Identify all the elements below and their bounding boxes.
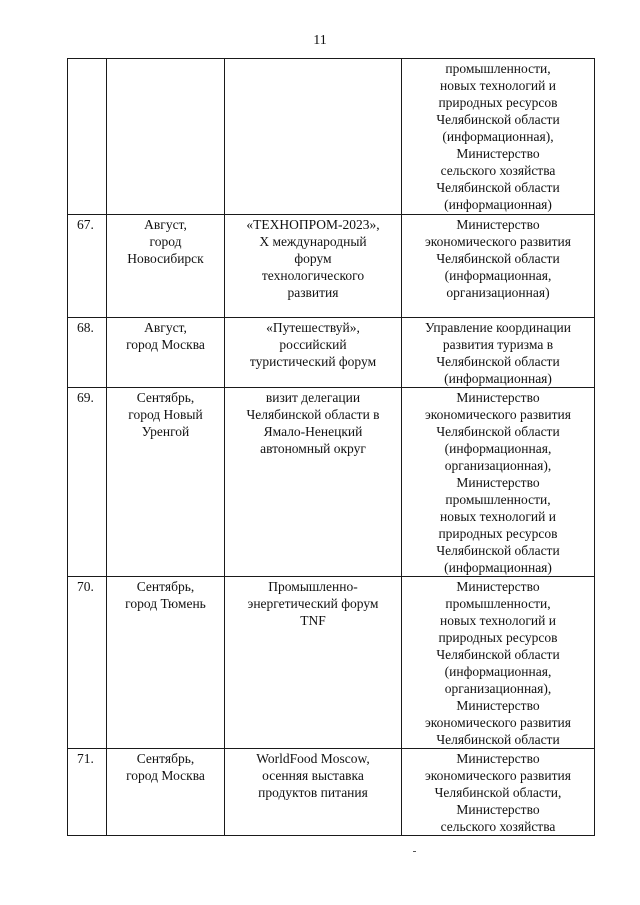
responsible-line: природных ресурсов [438, 630, 558, 645]
date-place-cell [107, 318, 225, 388]
responsible-line: Челябинской области [436, 543, 560, 558]
row-number: 71. [77, 751, 94, 766]
table-row [68, 749, 595, 836]
date-place-cell [107, 59, 225, 215]
row-number-cell [68, 577, 107, 749]
responsible-line: Управление координации [424, 320, 571, 335]
event-line: форум [294, 251, 332, 266]
responsible-line: организационная) [446, 285, 550, 300]
responsible-line: сельского хозяйства [440, 819, 556, 834]
row-number: 68. [77, 320, 94, 335]
date-place-line: город Новый [128, 407, 203, 422]
responsible-line: (информационная, [444, 441, 552, 456]
row-number: 67. [77, 217, 94, 232]
responsible-line: Министерство [456, 751, 540, 766]
date-place-line: Сентябрь, [136, 751, 195, 766]
responsible-cell [402, 577, 595, 749]
scan-speck [413, 851, 416, 852]
responsible-line: новых технологий и [440, 509, 556, 524]
responsible-line: экономического развития [425, 407, 571, 422]
responsible-line: Челябинской области [436, 112, 560, 127]
event-cell [225, 388, 402, 577]
responsible-line: экономического развития [425, 768, 571, 783]
event-cell [225, 749, 402, 836]
row-number-cell [68, 59, 107, 215]
date-place-cell [107, 577, 225, 749]
event-line: «Путешествуй», [266, 320, 360, 335]
responsible-line: (информационная) [444, 560, 552, 575]
table-row [68, 59, 595, 215]
event-line: автономный округ [260, 441, 366, 456]
responsible-line: природных ресурсов [438, 95, 558, 110]
event-line: развития [287, 285, 339, 300]
date-place-line: Уренгой [141, 424, 190, 439]
responsible-line: промышленности, [445, 492, 551, 507]
date-place-line: город Тюмень [125, 596, 206, 611]
event-line: «ТЕХНОПРОМ-2023», [246, 217, 380, 232]
date-place-cell [107, 215, 225, 318]
responsible-cell [402, 59, 595, 215]
responsible-line: Челябинской области, [434, 785, 562, 800]
responsible-line: Министерство [456, 475, 540, 490]
row-number: 70. [77, 579, 94, 594]
event-line: Ямало-Ненецкий [263, 424, 363, 439]
responsible-cell [402, 318, 595, 388]
responsible-line: сельского хозяйства [440, 163, 556, 178]
row-number-cell [68, 215, 107, 318]
event-cell [225, 577, 402, 749]
responsible-line: новых технологий и [440, 78, 556, 93]
event-line: технологического [261, 268, 365, 283]
responsible-line: Челябинской области [436, 251, 560, 266]
responsible-line: (информационная), [442, 129, 554, 144]
event-line: энергетический форум [247, 596, 379, 611]
event-line: осенняя выставка [262, 768, 364, 783]
event-line: туристический форум [249, 354, 377, 369]
date-place-line: город Москва [126, 768, 205, 783]
responsible-line: экономического развития [425, 234, 571, 249]
responsible-line: Министерство [456, 579, 540, 594]
event-line: визит делегации [265, 390, 361, 405]
responsible-line: промышленности, [445, 596, 551, 611]
row-number-cell [68, 749, 107, 836]
responsible-line: Челябинской области [436, 424, 560, 439]
responsible-line: организационная), [444, 458, 552, 473]
row-number: 69. [77, 390, 94, 405]
event-cell [225, 215, 402, 318]
event-line: Промышленно- [268, 579, 358, 594]
responsible-line: организационная), [444, 681, 552, 696]
event-line: X международный [259, 234, 367, 249]
event-cell [225, 59, 402, 215]
table-row [68, 215, 595, 318]
responsible-cell [402, 388, 595, 577]
date-place-line: город [149, 234, 182, 249]
responsible-line: Челябинской области [436, 354, 560, 369]
responsible-line: (информационная) [444, 371, 552, 386]
responsible-line: (информационная, [444, 268, 552, 283]
row-number-cell [68, 388, 107, 577]
responsible-line: природных ресурсов [438, 526, 558, 541]
event-line: продуктов питания [258, 785, 368, 800]
responsible-cell [402, 215, 595, 318]
event-line: Челябинской области в [246, 407, 380, 422]
table-row [68, 388, 595, 577]
responsible-line: Министерство [456, 217, 540, 232]
page-number: 11 [313, 33, 327, 48]
responsible-line: Челябинской области [436, 647, 560, 662]
date-place-line: Сентябрь, [136, 390, 195, 405]
date-place-line: город Москва [126, 337, 205, 352]
responsible-line: Министерство [456, 698, 540, 713]
date-place-line: Сентябрь, [136, 579, 195, 594]
event-cell [225, 318, 402, 388]
responsible-line: Челябинской области [436, 732, 560, 747]
responsible-line: развития туризма в [442, 337, 554, 352]
table-row [68, 318, 595, 388]
date-place-line: Август, [144, 217, 187, 232]
events-table [67, 58, 595, 836]
date-place-cell [107, 388, 225, 577]
date-place-line: Новосибирск [127, 251, 204, 266]
table-row [68, 577, 595, 749]
responsible-line: Министерство [456, 146, 540, 161]
event-line: российский [279, 337, 347, 352]
responsible-line: (информационная, [444, 664, 552, 679]
responsible-cell [402, 749, 595, 836]
date-place-line: Август, [144, 320, 187, 335]
responsible-line: экономического развития [425, 715, 571, 730]
responsible-line: новых технологий и [440, 613, 556, 628]
event-line: WorldFood Moscow, [256, 751, 370, 766]
responsible-line: промышленности, [445, 61, 551, 76]
event-line: TNF [300, 613, 326, 628]
responsible-line: Министерство [456, 390, 540, 405]
responsible-line: (информационная) [444, 197, 552, 212]
responsible-line: Министерство [456, 802, 540, 817]
date-place-cell [107, 749, 225, 836]
responsible-line: Челябинской области [436, 180, 560, 195]
events-table-body [68, 59, 595, 836]
row-number-cell [68, 318, 107, 388]
